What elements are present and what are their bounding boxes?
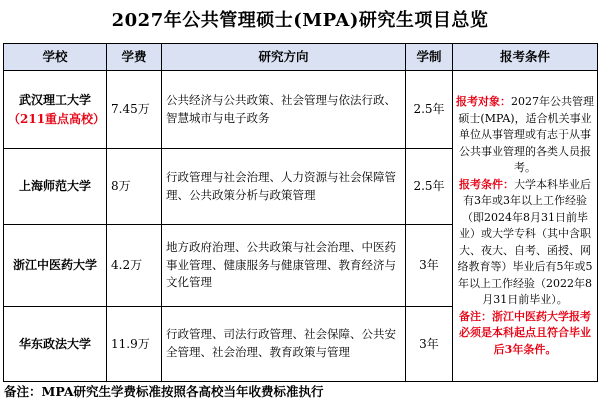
study-duration: 2.5年 [406,71,453,149]
page-title: 2027年公共管理硕士(MPA)研究生项目总览 [111,10,489,31]
research-direction: 行政管理、司法行政管理、社会保障、公共安全管理、社会治理、教育政策与管理 [162,307,406,382]
tuition-fee: 7.45万 [107,71,162,149]
header-conditions: 报考条件 [453,44,598,71]
school-name: 浙江中医药大学 [4,225,107,307]
study-duration: 2.5年 [406,149,453,225]
table-header-row [4,44,598,71]
school-tag: （211重点高校） [8,111,106,126]
conditions-note: 备注：浙江中医药大学报考必须是本科起点且符合毕业后3年条件。 [459,309,591,356]
school-name: 上海师范大学 [4,149,107,225]
conditions-requirement-text: 大学本科毕业后有3年或3年以上工作经验（即2024年8月31日前毕业）或大学专科（其中含职大、夜大、自考、函授、网络教育等）毕业后有5年或5年以上工作经验（2022年8月31日前毕业）。 [457,177,593,306]
conditions-requirement-label: 报考条件： [459,177,514,191]
study-duration: 3年 [406,225,453,307]
research-direction: 行政管理与社会治理、人力资源与社会保障管理、公共政策分析与政策管理 [162,149,406,225]
conditions-object-text: 2027年公共管理硕士(MPA)，适合机关事业单位从事管理或有志于从事公共事业管理的各类人员报考。 [458,95,594,174]
program-table [3,43,598,382]
tuition-fee: 8万 [107,149,162,225]
fee-footnote: 备注：MPA研究生学费标准按照各高校当年收费标准执行 [4,384,324,399]
study-duration: 3年 [406,307,453,382]
header-fee: 学费 [107,44,162,71]
research-direction: 公共经济与公共政策、社会管理与依法行政、智慧城市与电子政务 [162,71,406,149]
tuition-fee: 4.2万 [107,225,162,307]
header-direction: 研究方向 [162,44,406,71]
school-name [4,71,107,149]
table-row [4,71,598,149]
school-name-text: 武汉理工大学 [18,92,91,107]
tuition-fee: 11.9万 [107,307,162,382]
conditions-object-label: 报考对象： [456,95,511,108]
research-direction: 地方政府治理、公共政策与社会治理、中医药事业管理、健康服务与健康管理、教育经济与文化管理 [162,225,406,307]
application-conditions [453,71,598,382]
header-duration: 学制 [406,44,453,71]
school-name: 华东政法大学 [4,307,107,382]
header-school: 学校 [4,44,107,71]
